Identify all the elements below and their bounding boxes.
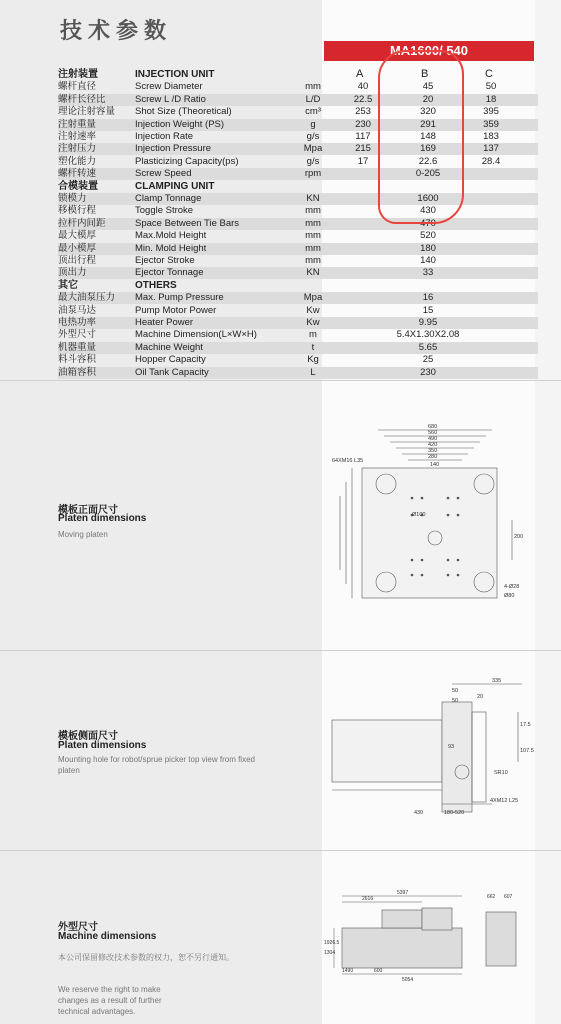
model-header: MA1600/ 540 [324,41,534,61]
disclaimer-cn: 本公司保留修改技术参数的权力，恕不另行通知。 [58,953,234,962]
section-header-injection [58,69,538,81]
spec-row [58,168,538,180]
param-unit: g [310,118,316,130]
param-name-en: Hopper Capacity [135,354,206,366]
spec-row [58,106,538,118]
param-unit: KN [306,267,320,279]
spec-row [58,292,538,304]
dim-label: 20 [477,694,484,700]
param-value-a: 40 [357,81,369,93]
param-name-cn: 最小模厚 [58,242,97,254]
param-value-b: 45 [422,81,434,93]
param-unit: mm [305,81,321,93]
dim-label: 1490 [342,968,354,974]
param-value: 1600 [417,193,439,204]
param-unit: Kw [306,304,320,316]
dim-label: 107.5 [520,748,534,754]
param-value-c: 183 [483,131,499,142]
divider [0,850,561,851]
divider [0,650,561,651]
param-value-b: 169 [420,143,436,155]
platen-front-subtitle: Moving platen [58,530,108,539]
machine-dim-title-en: Machine dimensions [58,931,157,942]
dim-label: 680 [428,424,438,430]
platen-side-title-cn: 模板侧面尺寸 [58,731,118,742]
param-name-en: Injection Pressure [135,143,212,155]
dim-label: 1304 [324,950,336,956]
param-name-cn: 油泵马达 [58,304,97,316]
platen-side-drawing [322,672,534,822]
param-name-cn: 理论注射容量 [58,106,116,118]
column-a-header: A [356,68,364,80]
param-name-cn: 螺杆直径 [58,81,97,93]
param-name-cn: 螺杆转速 [58,168,97,180]
param-unit: rpm [304,168,322,180]
param-name-cn: 注射重量 [58,118,97,130]
spec-row [58,119,538,131]
dim-label: Ø100 [412,512,426,518]
spec-row [58,305,538,317]
param-unit: Mpa [303,292,323,304]
column-b-header: B [421,68,429,80]
param-name-en: Injection Rate [135,131,194,142]
param-unit: KN [306,193,320,204]
param-name-en: Shot Size (Theoretical) [135,106,232,118]
dim-label: 5054 [402,977,414,983]
param-unit: Kg [307,354,319,366]
section-en: OTHERS [135,279,177,291]
param-unit: L/D [305,93,321,105]
spec-row [58,205,538,217]
param-value-a: 17 [357,155,369,167]
param-unit: Kw [306,317,320,328]
platen-front-drawing [322,420,534,605]
param-value-a: 215 [355,143,371,155]
dim-label: SR10 [494,770,508,776]
param-value-c: 359 [483,118,499,130]
dim-label: 335 [492,678,502,684]
dim-label: Ø80 [504,593,515,599]
param-name-en: Pump Motor Power [135,304,217,316]
param-name-en: Min. Mold Height [135,242,207,254]
param-value-a: 117 [355,131,371,142]
param-value: 140 [420,255,436,266]
param-unit: cm³ [305,106,321,118]
spec-row [58,193,538,205]
param-value-a: 230 [355,118,371,130]
dim-label: 560 [428,430,438,436]
spec-row [58,131,538,143]
param-name-en: Machine Weight [135,341,203,353]
spec-row [58,94,538,106]
param-name-en: Screw Diameter [135,81,203,93]
param-value-b: 291 [420,118,436,130]
dim-label: 662 [487,894,496,900]
param-value-b: 320 [420,106,436,118]
machine-dim-title-cn: 外型尺寸 [58,922,98,933]
param-name-en: Max.Mold Height [135,230,207,242]
section-en: CLAMPING UNIT [135,180,215,192]
dim-label: 490 [428,436,438,442]
param-unit: mm [305,242,321,254]
param-name-cn: 外型尺寸 [58,329,97,341]
platen-front-title-cn: 模板正面尺寸 [58,505,118,516]
param-name-en: Oil Tank Capacity [135,366,209,378]
param-value: 430 [420,205,436,217]
divider [0,380,561,381]
param-value: 5.4X1.30X2.08 [396,329,460,341]
section-cn: 合模装置 [58,180,98,192]
param-name-cn: 机器重量 [58,341,97,353]
param-name-en: Screw Speed [135,168,192,180]
dim-label: 4XM12 L25 [490,798,519,804]
param-unit: mm [305,205,321,217]
param-name-en: Space Between Tie Bars [135,217,240,229]
platen-front-title-en: Platen dimensions [58,513,147,524]
section-en: INJECTION UNIT [135,69,215,80]
param-value: 180 [420,242,436,254]
spec-row [58,243,538,255]
param-value-a: 253 [355,106,371,118]
spec-row [58,267,538,279]
spec-row [58,367,538,379]
spec-row [58,342,538,354]
param-unit: m [309,329,317,341]
param-value: 470 [420,217,436,229]
param-value: 520 [420,230,436,242]
param-value: 5.65 [418,341,438,353]
dim-label: 17.5 [520,722,531,728]
param-name-en: Heater Power [135,317,194,328]
param-name-cn: 锁模力 [58,193,87,204]
param-name-cn: 顶出行程 [58,255,97,266]
param-unit: g/s [306,131,320,142]
param-name-cn: 电热功率 [58,317,97,328]
disclaimer-en: We reserve the right to make changes as a result of further technical advantages. [58,985,162,1016]
section-header-others [58,280,538,292]
column-c-header: C [485,68,493,80]
param-unit: L [310,366,316,378]
param-value: 15 [422,304,434,316]
param-name-cn: 塑化能力 [58,155,97,167]
dim-label: 280 [428,454,438,460]
dim-label: 180-520 [444,810,465,816]
platen-side-subtitle: Mounting hole for robot/sprue picker top view from fixed platen [58,755,255,775]
param-name-en: Clamp Tonnage [135,193,202,204]
dim-label: 430 [414,810,424,816]
param-name-cn: 拉杆内间距 [58,217,106,229]
param-value-b: 20 [422,93,434,105]
dim-label: 50 [452,688,459,694]
dim-label: 200 [514,534,524,540]
section-header-clamping [58,181,538,193]
param-value-b: 22.6 [418,155,438,167]
page-title: 技术参数 [60,18,173,43]
dim-label: 64XM16 L35 [332,458,364,464]
param-unit: mm [305,230,321,242]
param-name-en: Machine Dimension(L×W×H) [135,329,257,341]
param-unit: g/s [306,155,320,167]
handwritten-highlight-circle [378,50,464,224]
param-value-b: 148 [420,131,436,142]
section-cn: 注射装置 [58,69,98,80]
dim-label: 420 [428,442,438,448]
param-value-c: 18 [485,93,497,105]
section-cn: 其它 [58,279,78,291]
right-margin [535,0,561,1024]
param-value: 16 [422,292,434,304]
spec-row [58,255,538,267]
spec-row [58,329,538,341]
dim-label: 600 [374,968,383,974]
param-unit: Mpa [303,143,323,155]
dim-label: 607 [504,894,513,900]
spec-row [58,317,538,329]
spec-row [58,81,538,93]
param-value: 33 [422,267,434,279]
dim-label: 50 [452,698,459,704]
param-value-c: 50 [485,81,497,93]
param-name-en: Screw L /D Ratio [135,93,206,105]
spec-row [58,143,538,155]
dim-label: 140 [430,462,440,468]
param-name-en: Injection Weight (PS) [135,118,225,130]
param-value-c: 137 [483,143,499,155]
param-name-en: Ejector Tonnage [135,267,204,279]
param-unit: mm [305,217,321,229]
dim-label: 4-Ø28 [504,584,520,590]
spec-row [58,230,538,242]
param-name-cn: 移模行程 [58,205,97,217]
param-value: 0-205 [415,168,441,180]
param-name-cn: 油箱容积 [58,366,97,378]
dim-label: 2616 [362,896,374,902]
param-name-en: Toggle Stroke [135,205,194,217]
param-value-c: 28.4 [481,155,501,167]
dim-label: 5397 [397,890,409,896]
param-name-cn: 料斗容积 [58,354,97,366]
dim-label: 350 [428,448,438,454]
param-value-c: 395 [483,106,499,118]
spec-row [58,218,538,230]
param-name-cn: 注射速率 [58,131,97,142]
param-name-cn: 最大模厚 [58,230,97,242]
param-name-cn: 顶出力 [58,267,87,279]
spec-row [58,156,538,168]
param-name-cn: 注射压力 [58,143,97,155]
param-value: 9.95 [418,317,438,328]
param-unit: mm [305,255,321,266]
param-unit: t [311,341,315,353]
param-value: 25 [422,354,434,366]
param-name-cn: 螺杆长径比 [58,93,106,105]
param-value: 230 [420,366,436,378]
param-name-cn: 最大油泵压力 [58,292,116,304]
param-name-en: Plasticizing Capacity(ps) [135,155,239,167]
param-value-a: 22.5 [353,93,373,105]
machine-dimensions-drawing [322,888,534,983]
dim-label: 93 [448,744,455,750]
platen-side-title-en: Platen dimensions [58,740,147,751]
param-name-en: Ejector Stroke [135,255,195,266]
spec-row [58,354,538,366]
param-name-en: Max. Pump Pressure [135,292,224,304]
dim-label: 1926.5 [324,940,340,946]
